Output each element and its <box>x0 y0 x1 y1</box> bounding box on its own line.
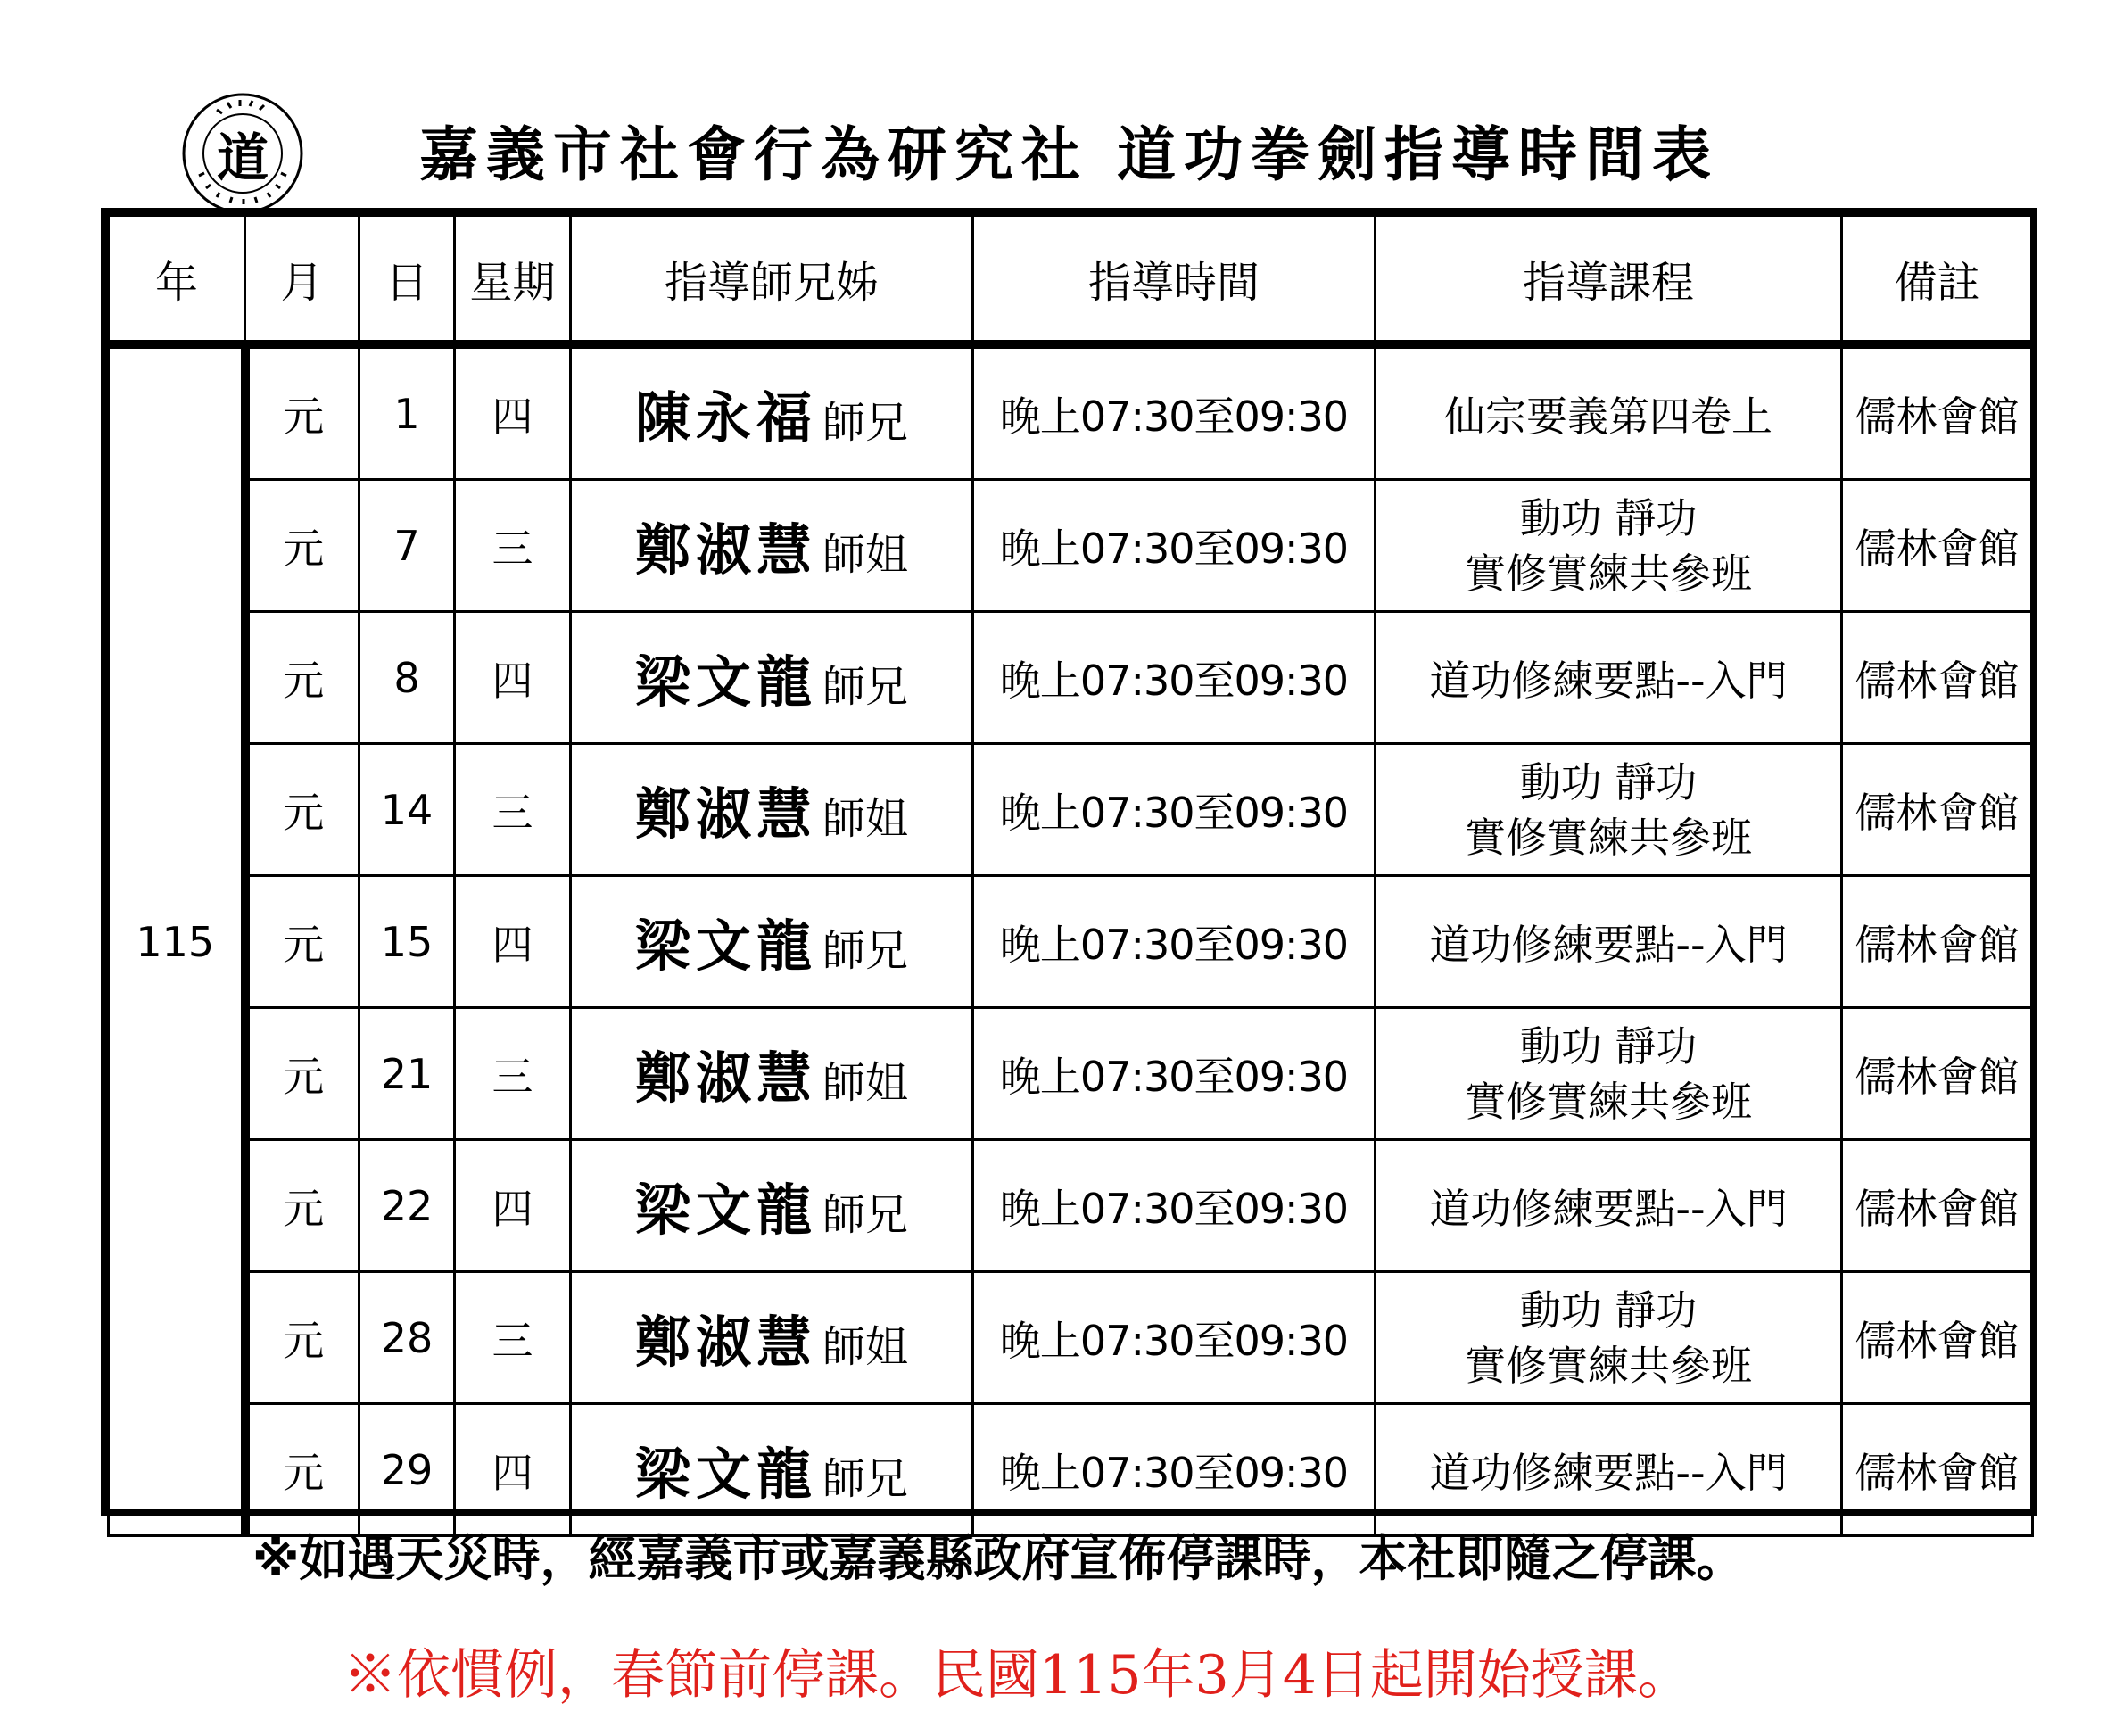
instructor-title: 師姐 <box>822 1058 909 1108</box>
instructor-title: 師兄 <box>822 662 909 712</box>
day-cell: 15 <box>359 876 455 1008</box>
note-cell: 儒林會館 <box>1842 876 2033 1008</box>
course-cell <box>1376 1272 1842 1404</box>
day-cell: 14 <box>359 744 455 876</box>
header-instructor: 指導師兄姊 <box>571 216 973 345</box>
holiday-notice: ※依慣例，春節前停課。民國115年3月4日起開始授課。 <box>343 1644 1691 1707</box>
note-cell: 儒林會館 <box>1842 1008 2033 1140</box>
month-cell: 元 <box>245 1140 359 1272</box>
weekday-cell: 三 <box>455 744 571 876</box>
instructor-name: 梁文龍 <box>634 1442 817 1507</box>
course-line: 道功修練要點--入門 <box>1429 1184 1788 1233</box>
course-line: 實修實練共參班 <box>1465 1341 1752 1390</box>
instructor-name: 鄭淑慧 <box>634 517 817 583</box>
course-line: 實修實練共參班 <box>1465 1077 1752 1126</box>
table-row <box>109 480 2033 612</box>
day-cell: 8 <box>359 612 455 744</box>
course-cell <box>1376 744 1842 876</box>
month-cell: 元 <box>245 744 359 876</box>
instructor-title: 師兄 <box>822 926 909 976</box>
month-cell: 元 <box>245 480 359 612</box>
time-cell: 晚上07:30至09:30 <box>973 344 1376 480</box>
time-cell: 晚上07:30至09:30 <box>973 1008 1376 1140</box>
day-cell: 28 <box>359 1272 455 1404</box>
year-cell: 115 <box>109 344 245 1536</box>
time-cell: 晚上07:30至09:30 <box>973 1272 1376 1404</box>
month-cell: 元 <box>245 1008 359 1140</box>
instructor-cell <box>571 344 973 480</box>
disaster-notice: ※如遇天災時，經嘉義市或嘉義縣政府宣佈停課時，本社即隨之停課。 <box>252 1531 1745 1587</box>
time-cell: 晚上07:30至09:30 <box>973 612 1376 744</box>
course-cell <box>1376 1008 1842 1140</box>
time-cell: 晚上07:30至09:30 <box>973 876 1376 1008</box>
note-cell: 儒林會館 <box>1842 612 2033 744</box>
instructor-title: 師兄 <box>822 398 909 448</box>
course-line: 動功 靜功 <box>1519 1285 1698 1335</box>
instructor-cell <box>571 480 973 612</box>
header-weekday: 星期 <box>455 216 571 345</box>
note-cell: 儒林會館 <box>1842 744 2033 876</box>
month-cell: 元 <box>245 876 359 1008</box>
instructor-title: 師兄 <box>822 1190 909 1240</box>
weekday-cell: 三 <box>455 1008 571 1140</box>
course-line: 道功修練要點--入門 <box>1429 920 1788 969</box>
day-cell: 21 <box>359 1008 455 1140</box>
course-cell <box>1376 612 1842 744</box>
table-row <box>109 744 2033 876</box>
instructor-cell <box>571 612 973 744</box>
table-row <box>109 612 2033 744</box>
instructor-name: 梁文龍 <box>634 913 817 979</box>
weekday-cell: 三 <box>455 480 571 612</box>
course-line: 仙宗要義第四卷上 <box>1444 392 1772 441</box>
header-note: 備註 <box>1842 216 2033 345</box>
instructor-name: 鄭淑慧 <box>634 1046 817 1111</box>
note-cell: 儒林會館 <box>1842 344 2033 480</box>
instructor-name: 梁文龍 <box>634 1178 817 1243</box>
weekday-cell: 四 <box>455 612 571 744</box>
header-year: 年 <box>109 216 245 345</box>
time-cell: 晚上07:30至09:30 <box>973 1404 1376 1536</box>
instructor-title: 師姐 <box>822 1322 909 1372</box>
table-row <box>109 1272 2033 1404</box>
month-cell: 元 <box>245 344 359 480</box>
month-cell: 元 <box>245 1272 359 1404</box>
instructor-name: 鄭淑慧 <box>634 1310 817 1375</box>
instructor-title: 師兄 <box>822 1454 909 1504</box>
instructor-cell <box>571 1008 973 1140</box>
note-cell: 儒林會館 <box>1842 1140 2033 1272</box>
organization-seal <box>181 92 304 215</box>
course-line: 道功修練要點--入門 <box>1429 1448 1788 1497</box>
table-row <box>109 876 2033 1008</box>
weekday-cell: 三 <box>455 1272 571 1404</box>
course-line: 道功修練要點--入門 <box>1429 656 1788 705</box>
instructor-cell <box>571 1404 973 1536</box>
header-month: 月 <box>245 216 359 345</box>
header-day: 日 <box>359 216 455 345</box>
weekday-cell: 四 <box>455 1140 571 1272</box>
weekday-cell: 四 <box>455 1404 571 1536</box>
instructor-cell <box>571 1272 973 1404</box>
table-row <box>109 1140 2033 1272</box>
day-cell: 7 <box>359 480 455 612</box>
note-cell: 儒林會館 <box>1842 1404 2033 1536</box>
note-cell: 儒林會館 <box>1842 480 2033 612</box>
note-cell: 儒林會館 <box>1842 1272 2033 1404</box>
instructor-title: 師姐 <box>822 794 909 844</box>
course-cell <box>1376 1404 1842 1536</box>
course-cell <box>1376 344 1842 480</box>
course-line: 實修實練共參班 <box>1465 549 1752 598</box>
time-cell: 晚上07:30至09:30 <box>973 744 1376 876</box>
schedule-table <box>101 208 2037 1516</box>
time-cell: 晚上07:30至09:30 <box>973 1140 1376 1272</box>
month-cell: 元 <box>245 1404 359 1536</box>
table-row <box>109 344 2033 480</box>
instructor-cell <box>571 744 973 876</box>
header-course: 指導課程 <box>1376 216 1842 345</box>
page-title: 嘉義市社會行為研究社 道功拳劍指導時間表 <box>419 120 1719 189</box>
seal-center-char: 道 <box>216 128 269 188</box>
instructor-title: 師姐 <box>822 530 909 580</box>
instructor-name: 梁文龍 <box>634 649 817 715</box>
time-cell: 晚上07:30至09:30 <box>973 480 1376 612</box>
day-cell: 1 <box>359 344 455 480</box>
instructor-name: 陳永福 <box>634 385 817 451</box>
course-cell <box>1376 1140 1842 1272</box>
instructor-cell <box>571 876 973 1008</box>
table-header-row <box>109 216 2033 345</box>
instructor-name: 鄭淑慧 <box>634 781 817 847</box>
header-time: 指導時間 <box>973 216 1376 345</box>
weekday-cell: 四 <box>455 344 571 480</box>
course-line: 動功 靜功 <box>1519 493 1698 542</box>
course-cell <box>1376 480 1842 612</box>
course-line: 實修實練共參班 <box>1465 813 1752 862</box>
month-cell: 元 <box>245 612 359 744</box>
course-cell <box>1376 876 1842 1008</box>
weekday-cell: 四 <box>455 876 571 1008</box>
instructor-cell <box>571 1140 973 1272</box>
course-line: 動功 靜功 <box>1519 1021 1698 1071</box>
day-cell: 29 <box>359 1404 455 1536</box>
day-cell: 22 <box>359 1140 455 1272</box>
table-row <box>109 1404 2033 1536</box>
course-line: 動功 靜功 <box>1519 757 1698 806</box>
table-row <box>109 1008 2033 1140</box>
